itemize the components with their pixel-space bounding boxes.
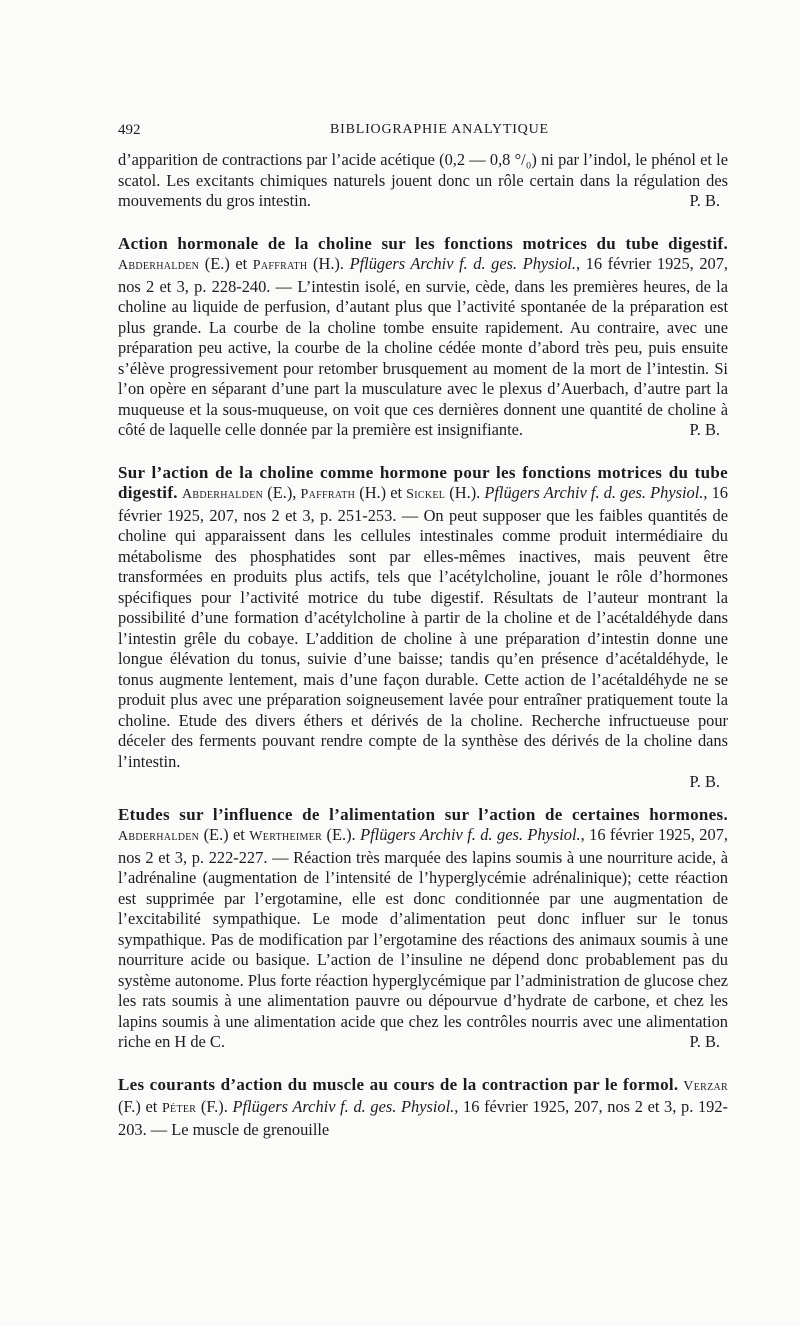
article-entry: [118, 1075, 728, 1141]
author-name: Sickel: [406, 487, 446, 502]
intro-signature: P. B.: [689, 191, 720, 210]
author-initial: (H.).: [307, 254, 344, 273]
journal-name: Pflügers Archiv f. d. ges. Physiol.: [484, 483, 704, 502]
article-entry: [118, 463, 728, 773]
author-name: Paffrath: [252, 258, 308, 273]
intro-text: d’apparition de contractions par l’acide acétique (0,2 — 0,8 °/₀) ni par l’indol, le phénol et le scatol. Les excitants chimiques naturels jouent donc un rôle certain dans la régulation des mouvements du gros intestin.: [118, 150, 728, 210]
author-name: Abderhalden: [181, 487, 264, 502]
article-signature: P. B.: [689, 772, 720, 791]
author-initial: (E.) et: [199, 825, 250, 844]
journal-name: Pflügers Archiv f. d. ges. Physiol.: [232, 1097, 455, 1116]
article-title: Etudes sur l’influence de l’alimentation sur l’action de certaines hormones.: [118, 804, 728, 824]
article-title: Sur l’action de la choline comme hormone pour les fonctions motrices du tube digestif.: [118, 462, 728, 502]
running-title: BIBLIOGRAPHIE ANALYTIQUE: [330, 122, 549, 137]
author-name: Paffrath: [300, 487, 356, 502]
citation: , 16 février 1925, 207, nos 2 et 3, p. 192-203. —: [118, 1097, 728, 1139]
citation: , 16 février 1925, 207, nos 2 et 3, p. 222-227. —: [118, 825, 728, 867]
journal-name: Pflügers Archiv f. d. ges. Physiol.: [360, 825, 581, 844]
article-body: Réaction très marquée des lapins soumis à une nourriture acide, à l’adrénaline (augmentation de l’intensité de l’hyperglycémie adrénalinique); cette réaction est supprimée par l’ergotamine, elle est donc conditionnée par une augmentation de l’excitabilité sympathique. Le mode d’alimentation peut donc influer sur le tonus sympathique. Pas de modification par l’ergotamine des réactions des animaux soumis à une nourriture acide ou basique. L’action de l’insuline ne dépend donc probablement pas du système autonome. Plus forte réaction hyperglycémique par l’administration de glucose chez les rats soumis à une alimentation pauvre ou dépourvue d’hydrate de carbone, et chez les lapins soumis à une alimentation acide que chez les contrôles nourris avec une alimentation riche en H de C.: [118, 847, 728, 1051]
article-body: On peut supposer que les faibles quantités de choline qui apparaissent dans les cellules intestinales comme produit intermédiaire du métabolisme des phosphatides sont par elles-mêmes inactives, mais peuvent être transformées en produits plus actifs, tels que l’acétylcholine, jouant le rôle d’hormones spécifiques pour l’activité motrice du tube digestif. Résultats de l’auteur montrant la possibilité d’une formation d’acétylcholine à partir de la choline et de l’acétaldéhyde dans l’intestin grêle du cobaye. L’addition de choline à une préparation d’intestin donne une longue élévation du tonus, suivie d’une baisse; tandis qu’en présence d’acétaldéhyde, le tonus augmente lentement, mais d’une façon durable. Cette action de l’acétaldéhyde ne se produit plus avec une préparation soigneusement lavée pour entraîner pratiquement toute la choline. Etude des divers éthers et dérivés de la choline. Recherche infructueuse pour déceler des ferments pouvant rendre compte de la synthèse des dérivés de la choline dans l’intestin.: [118, 505, 728, 771]
author-initial: (E.),: [263, 483, 301, 502]
author-initial: (F.) et: [118, 1097, 162, 1116]
author-initial: (F.).: [196, 1097, 233, 1116]
author-initial: (E.) et: [199, 254, 253, 273]
author-name: Verzar: [683, 1078, 728, 1094]
author-initial: (E.).: [322, 825, 361, 844]
article-title: Action hormonale de la choline sur les fonctions motrices du tube digestif.: [118, 233, 728, 253]
citation: , 16 février 1925, 207, nos 2 et 3, p. 228-240. —: [118, 254, 729, 296]
intro-paragraph: [118, 150, 728, 212]
journal-name: Pflügers Archiv f. d. ges. Physiol.: [349, 254, 576, 273]
article-title: Les courants d’action du muscle au cours de la contraction par le formol.: [118, 1074, 679, 1094]
page-content: [118, 150, 728, 1140]
author-initial: (H.).: [445, 483, 485, 502]
author-name: Abderhalden: [118, 829, 200, 844]
author-name: Péter: [161, 1101, 197, 1116]
author-initial: (H.) et: [355, 483, 407, 502]
article-body: Le muscle de grenouille: [171, 1119, 330, 1139]
citation: , 16 février 1925, 207, nos 2 et 3, p. 251-253. —: [118, 483, 728, 525]
article-signature: P. B.: [689, 1032, 720, 1051]
article-signature: P. B.: [689, 420, 720, 439]
article-entry: [118, 805, 728, 1053]
article-entry: [118, 234, 728, 441]
page-header: [118, 122, 720, 146]
article-body: L’intestin isolé, en survie, cède, dans les premières heures, de la choline au liquide de perfusion, d’autant plus que l’activité spontanée de la préparation est plus grande. La courbe de la choline tombe ensuite rapidement. Au contraire, avec une préparation peu active, la courbe de la choline cédée monte d’abord très peu, puis ensuite s’élève progressivement pour retomber brusquement au moment de la mort de l’intestin. Si l’on opère en séparant d’une part la musculature avec le plexus d’Auerbach, d’autre part la muqueuse et la sous-muqueuse, on voit que ces dernières donnent une quantité de choline à côté de laquelle celle donnée par la première est insignifiante.: [118, 276, 728, 439]
author-name: Wertheimer: [249, 829, 323, 844]
author-name: Abderhalden: [118, 258, 200, 273]
page-number: 492: [118, 122, 141, 138]
